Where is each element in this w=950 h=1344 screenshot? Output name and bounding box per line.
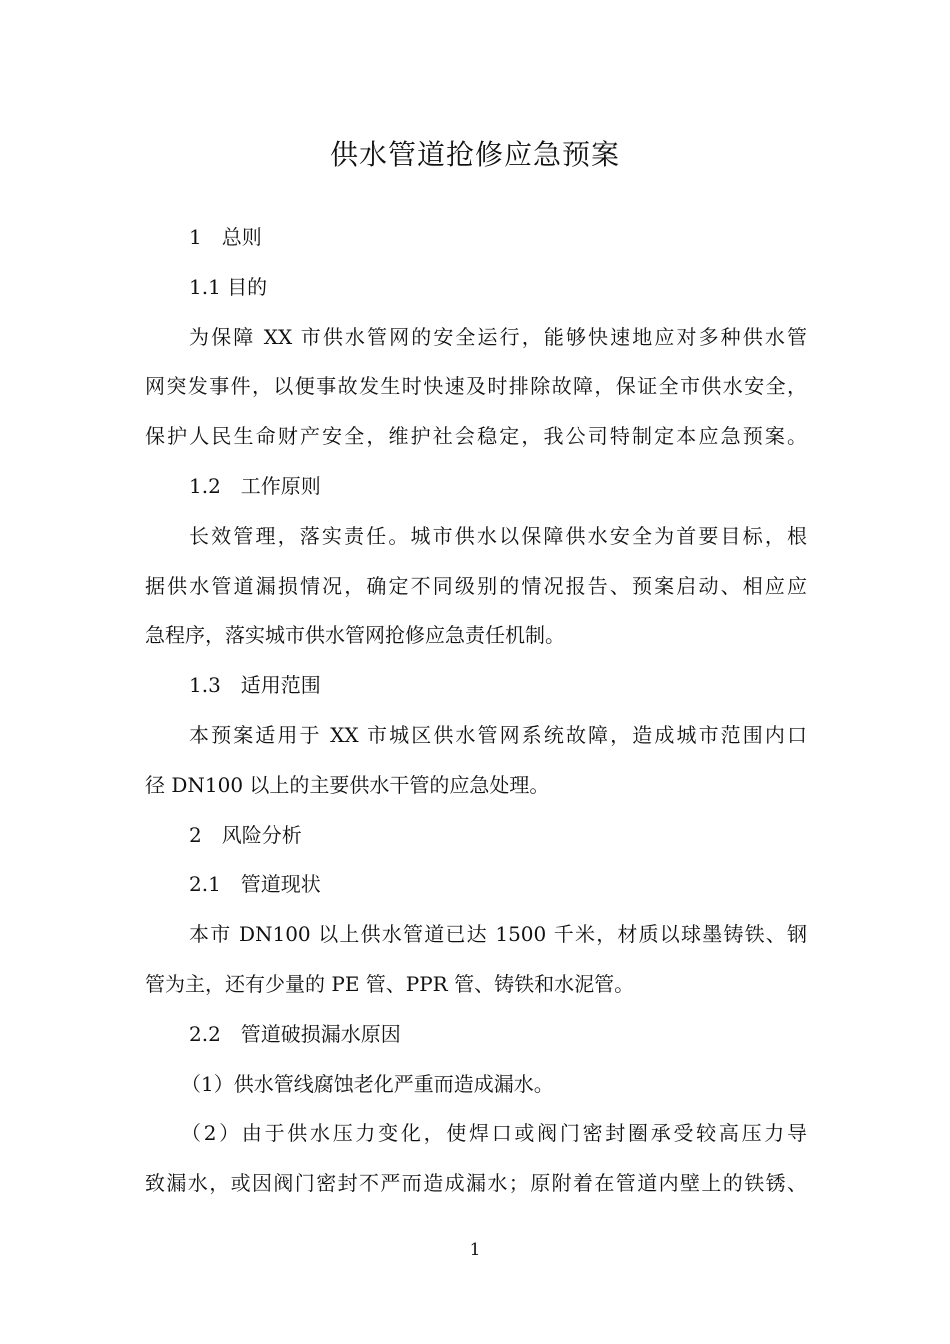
- list-item-2-line-1: （2）由于供水压力变化，使焊口或阀门密封圈承受较高压力导: [181, 1121, 807, 1146]
- section-heading-2: 2 风险分析: [189, 822, 302, 847]
- paragraph-pipe-status-line-2: 管为主，还有少量的 PE 管、PPR 管、铸铁和水泥管。: [145, 971, 635, 996]
- page-number: 1: [469, 1240, 481, 1260]
- paragraph-purpose-line-2: 网突发事件，以便事故发生时快速及时排除故障，保证全市供水安全，: [145, 374, 807, 399]
- paragraph-pipe-status-line-1: 本市 DN100 以上供水管道已达 1500 千米，材质以球墨铸铁、钢: [189, 922, 807, 947]
- subsection-heading-1-3: 1.3 适用范围: [189, 673, 321, 698]
- document-body: [145, 213, 807, 1209]
- subsection-heading-2-1: 2.1 管道现状: [189, 872, 321, 897]
- paragraph-principle-line-1: 长效管理，落实责任。城市供水以保障供水安全为首要目标，根: [189, 523, 807, 548]
- paragraph-purpose-line-1: 为保障 XX 市供水管网的安全运行，能够快速地应对多种供水管: [189, 324, 807, 349]
- list-item-1: （1）供水管线腐蚀老化严重而造成漏水。: [181, 1071, 554, 1096]
- subsection-heading-2-2: 2.2 管道破损漏水原因: [189, 1021, 401, 1046]
- document-title: 供水管道抢修应急预案: [329, 138, 620, 171]
- list-item-2-line-2: 致漏水，或因阀门密封不严而造成漏水；原附着在管道内壁上的铁锈、: [145, 1171, 807, 1196]
- paragraph-purpose-line-3: 保护人民生命财产安全，维护社会稳定，我公司特制定本应急预案。: [145, 424, 807, 449]
- paragraph-principle-line-2: 据供水管道漏损情况，确定不同级别的情况报告、预案启动、相应应: [145, 573, 807, 598]
- paragraph-scope-line-2: 径 DN100 以上的主要供水干管的应急处理。: [145, 772, 550, 797]
- subsection-heading-1-2: 1.2 工作原则: [189, 473, 321, 498]
- paragraph-scope-line-1: 本预案适用于 XX 市城区供水管网系统故障，造成城市范围内口: [189, 722, 807, 747]
- subsection-heading-1-1: 1.1 目的: [189, 274, 268, 299]
- section-heading-1: 1 总则: [189, 225, 262, 249]
- paragraph-principle-line-3: 急程序，落实城市供水管网抢修应急责任机制。: [145, 623, 565, 648]
